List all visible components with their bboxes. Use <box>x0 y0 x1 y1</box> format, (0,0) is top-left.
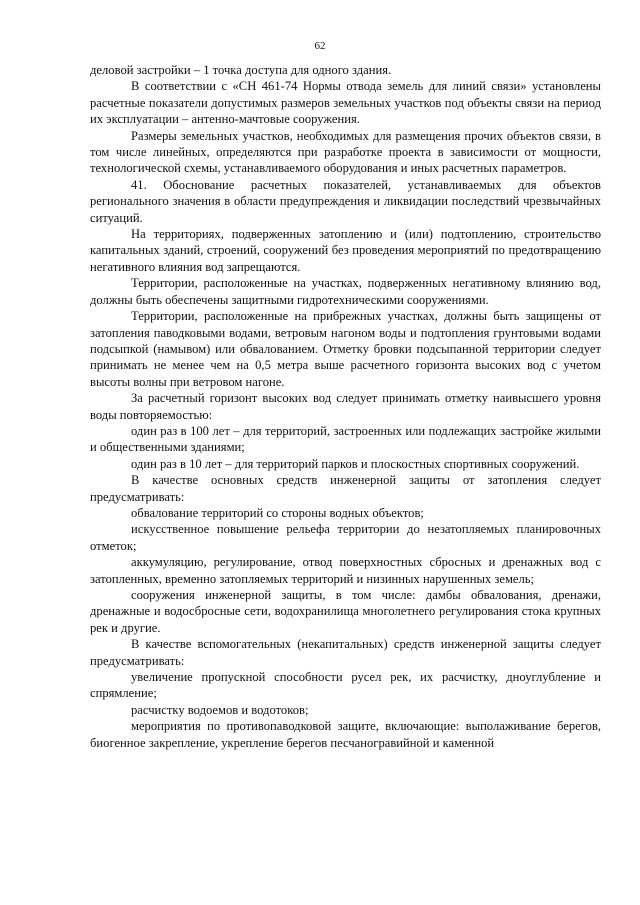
paragraph: На территориях, подверженных затоплению и (или) подтоплению, строительство капитальных зданий, строений, сооружений без проведения мероприятий по предотвращению негативного влияния вод запрещаются. <box>90 227 601 274</box>
list-item: обвалование территорий со стороны водных объектов; <box>131 505 424 520</box>
list-item: искусственное повышение рельефа территории до незатопляемых планировочных отметок; <box>90 522 601 553</box>
list-item: расчистку водоемов и водотоков; <box>131 702 309 717</box>
paragraph: Размеры земельных участков, необходимых для размещения прочих объектов связи, в том числе линейных, определяются при разработке проекта в зависимости от мощности, технологической схемы, устанавливаемого оборудования и иных расчетных параметров. <box>90 128 601 176</box>
list-item: один раз в 100 лет – для территорий, застроенных или подлежащих застройке жилыми и общественными зданиями; <box>90 423 601 455</box>
paragraph: За расчетный горизонт высоких вод следует принимать отметку наивысшего уровня воды повторяемостью: <box>90 391 601 422</box>
section-heading: 41. Обоснование расчетных показателей, устанавливаемых для объектов регионального значения в области предупреждения и ликвидации последствий чрезвычайных ситуаций. <box>90 177 601 225</box>
page-number: 62 <box>314 40 326 52</box>
body-text <box>90 62 601 751</box>
list-item: мероприятия по противопаводковой защите, включающие: выполаживание берегов, биогенное закрепление, укрепление берегов песчаногравийной и каменной <box>90 719 601 750</box>
paragraph: деловой застройки – 1 точка доступа для одного здания. <box>90 63 392 77</box>
list-item: аккумуляцию, регулирование, отвод поверхностных сбросных и дренажных вод с затопленных, временно затопляемых территорий и низинных нарушенных земель; <box>90 555 601 586</box>
paragraph: Территории, расположенные на участках, подверженных негативному влиянию вод, должны быть обеспечены защитными гидротехническими сооружениями. <box>90 276 601 307</box>
paragraph: В качестве основных средств инженерной защиты от затопления следует предусматривать: <box>90 473 601 504</box>
list-item: один раз в 10 лет – для территорий парков и плоскостных спортивных сооружений. <box>131 456 580 471</box>
paragraph: Территории, расположенные на прибрежных участках, должны быть защищены от затопления паводковыми водами, ветровым нагоном воды и подтопления грунтовыми водами подсыпкой (намывом) или обвалованием. Отметку бровки подсыпанной территории следует принимать не менее чем на 0,5 метра выше расчетного горизонта высоких вод с учетом высоты волны при ветровом нагоне. <box>90 309 601 389</box>
list-item: увеличение пропускной способности русел рек, их расчистку, дноуглубление и спрямление; <box>90 670 601 701</box>
list-item: сооружения инженерной защиты, в том числе: дамбы обвалования, дренажи, дренажные и водосбросные сети, водохранилища многолетнего регулирования стока крупных рек и другие. <box>90 588 601 635</box>
paragraph: В качестве вспомогательных (некапитальных) средств инженерной защиты следует предусматривать: <box>90 637 601 668</box>
paragraph: В соответствии с «СН 461-74 Нормы отвода земель для линий связи» установлены расчетные показатели допустимых размеров земельных участков под объекты связи на период их эксплуатации – антенно-мачтовые сооружения. <box>90 79 601 127</box>
